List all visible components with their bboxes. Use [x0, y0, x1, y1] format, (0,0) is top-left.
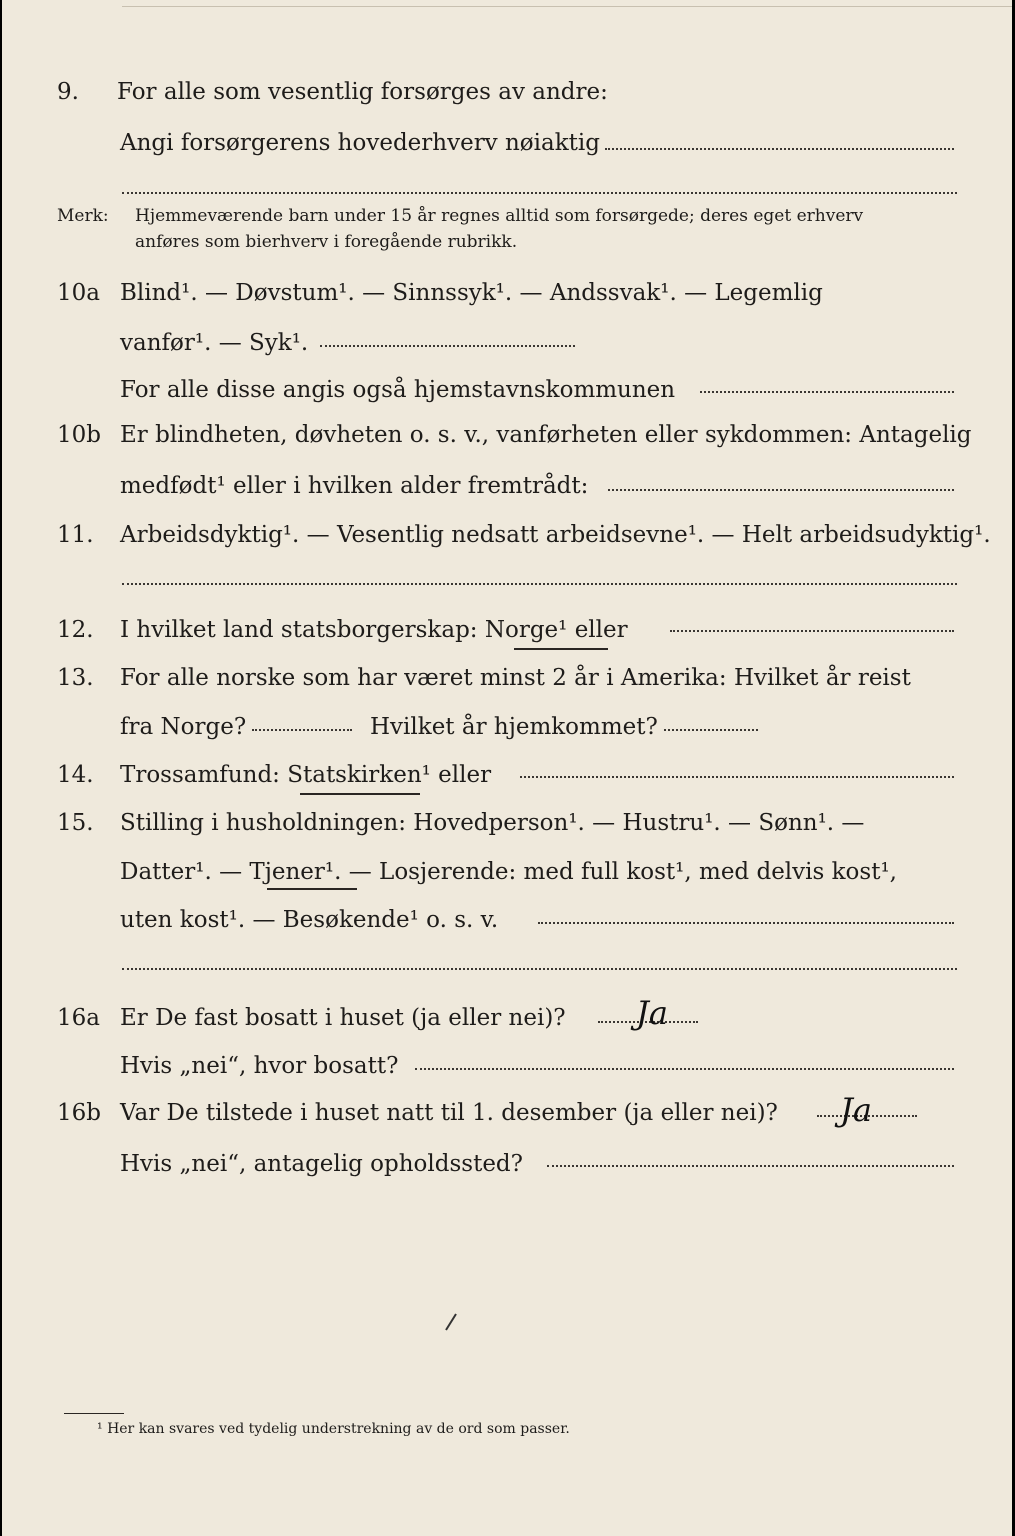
- q10b-number: 10b: [57, 422, 101, 448]
- q10b-line2: medfødt¹ eller i hvilken alder fremtrådt:: [120, 473, 589, 499]
- q11-number: 11.: [57, 522, 94, 548]
- q13-line2b: Hvilket år hjemkommet?: [370, 714, 658, 740]
- q14-answer-field[interactable]: [520, 776, 954, 778]
- q16a-hvor-field[interactable]: [415, 1068, 954, 1070]
- q16a-handwritten-answer: Ja: [636, 994, 668, 1032]
- q10b-line1: Er blindheten, døvheten o. s. v., vanførheten eller sykdommen: Antagelig: [120, 422, 972, 448]
- q13-line1: For alle norske som har været minst 2 år i Amerika: Hvilket år reist: [120, 665, 911, 691]
- merk-line2: anføres som bierhverv i foregående rubrikk.: [135, 232, 518, 252]
- q15-answer-field[interactable]: [538, 922, 954, 924]
- footnote: ¹ Her kan svares ved tydelig understrekning av de ord som passer.: [97, 1421, 570, 1437]
- q10a-line3: For alle disse angis også hjemstavnskommunen: [120, 377, 676, 403]
- q10a-line2: vanfør¹. — Syk¹.: [120, 330, 309, 356]
- q9-extra-line[interactable]: [122, 192, 957, 194]
- q10a-syk-field[interactable]: [320, 345, 575, 347]
- q14-statskirken-underline: [300, 793, 420, 795]
- q10a-line1: Blind¹. — Døvstum¹. — Sinnssyk¹. — Andssvak¹. — Legemlig: [120, 280, 823, 306]
- top-edge-line: [122, 0, 1012, 7]
- q9-line2: Angi forsørgerens hovederhverv nøiaktig: [120, 130, 600, 156]
- q16a-line2: Hvis „nei“, hvor bosatt?: [120, 1053, 399, 1079]
- q12-number: 12.: [57, 617, 94, 643]
- q13-line2a: fra Norge?: [120, 714, 247, 740]
- q15-line1: Stilling i husholdningen: Hovedperson¹. — Hustru¹. — Sønn¹. —: [120, 810, 865, 836]
- q10a-number: 10a: [57, 280, 100, 306]
- q15-line3: uten kost¹. — Besøkende¹ o. s. v.: [120, 907, 499, 933]
- q14-line1: Trossamfund: Statskirken¹ eller: [120, 762, 492, 788]
- q11-extra-line[interactable]: [122, 583, 957, 585]
- q16b-opholdssted-field[interactable]: [547, 1165, 954, 1167]
- q13-reist-field[interactable]: [252, 729, 352, 731]
- q10b-answer-field[interactable]: [608, 489, 954, 491]
- q9-line1: For alle som vesentlig forsørges av andre:: [117, 79, 608, 105]
- q16a-number: 16a: [57, 1005, 100, 1031]
- q12-line1: I hvilket land statsborgerskap: Norge¹ eller: [120, 617, 628, 643]
- q14-number: 14.: [57, 762, 94, 788]
- census-form-page: [2, 0, 1012, 1536]
- q16b-line2: Hvis „nei“, antagelig opholdssted?: [120, 1151, 523, 1177]
- q16a-line1: Er De fast bosatt i huset (ja eller nei)?: [120, 1005, 566, 1031]
- merk-line1: Hjemmeværende barn under 15 år regnes alltid som forsørgede; deres eget erhverv: [135, 206, 864, 226]
- q16b-number: 16b: [57, 1100, 101, 1126]
- q13-number: 13.: [57, 665, 94, 691]
- q15-number: 15.: [57, 810, 94, 836]
- q12-norge-underline: [514, 648, 608, 650]
- q16b-line1: Var De tilstede i huset natt til 1. desember (ja eller nei)?: [120, 1100, 778, 1126]
- q15-tjener-underline: [267, 888, 357, 890]
- q16b-handwritten-answer: Ja: [840, 1091, 872, 1129]
- pen-mark-icon: [442, 1308, 462, 1332]
- q11-line1: Arbeidsdyktig¹. — Vesentlig nedsatt arbeidsevne¹. — Helt arbeidsudyktig¹.: [120, 522, 991, 548]
- q13-hjemkommet-field[interactable]: [664, 729, 758, 731]
- q10a-hjemstavn-field[interactable]: [700, 391, 954, 393]
- merk-label: Merk:: [57, 206, 109, 226]
- q15-extra-line[interactable]: [122, 968, 957, 970]
- q15-line2: Datter¹. — Tjener¹. — Losjerende: med full kost¹, med delvis kost¹,: [120, 859, 897, 885]
- footnote-rule: [64, 1413, 124, 1414]
- q9-answer-field[interactable]: [605, 148, 954, 150]
- q12-answer-field[interactable]: [670, 630, 954, 632]
- q9-number: 9.: [57, 79, 79, 105]
